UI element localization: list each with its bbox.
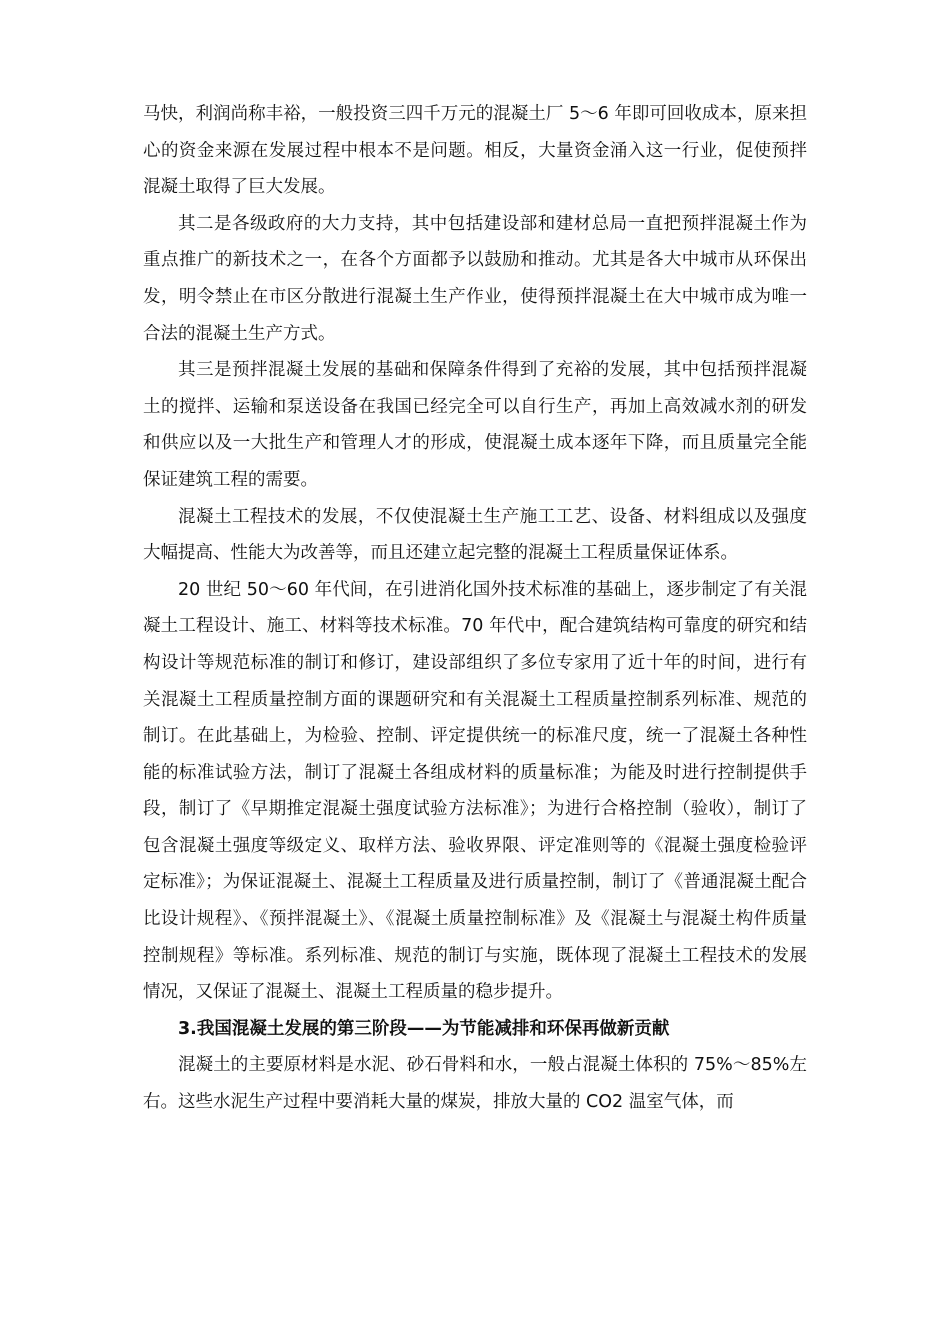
paragraph-standards-history: 20 世纪 50～60 年代间，在引进消化国外技术标准的基础上，逐步制定了有关混凝土工程设计、施工、材料等技术标准。70 年代中，配合建筑结构可靠度的研究和结构设计等规范标准的制订和修订，建设部组织了多位专家用了近十年的时间，进行有关混凝土工程质量控制方面的课题研究和有关混凝土工程质量控制系列标准、规范的制订。在此基础上，为检验、控制、评定提供统一的标准尺度，统一了混凝土各种性能的标准试验方法，制订了混凝土各组成材料的质量标准；为能及时进行控制提供手段，制订了《早期推定混凝土强度试验方法标准》；为进行合格控制（验收），制订了包含混凝土强度等级定义、取样方法、验收界限、评定准则等的《混凝土强度检验评定标准》；为保证混凝土、混凝土工程质量及进行质量控制，制订了《普通混凝土配合比设计规程》、《预拌混凝土》、《混凝土质量控制标准》及《混凝土与混凝土构件质量控制规程》等标准。系列标准、规范的制订与实施，既体现了混凝土工程技术的发展情况，又保证了混凝土、混凝土工程质量的稳步提升。 <box>143 579 807 1003</box>
paragraph-continuation: 马快，利润尚称丰裕，一般投资三四千万元的混凝土厂 5～6 年即可回收成本，原来担心的资金来源在发展过程中根本不是问题。相反，大量资金涌入这一行业，促使预拌混凝土取得了巨大发展。 <box>143 104 807 198</box>
document-body <box>143 96 807 1121</box>
paragraph-tech-development: 混凝土工程技术的发展，不仅使混凝土生产施工工艺、设备、材料组成以及强度大幅提高、性能大为改善等，而且还建立起完整的混凝土工程质量保证体系。 <box>143 506 807 564</box>
paragraph-raw-materials: 混凝土的主要原材料是水泥、砂石骨料和水，一般占混凝土体积的 75%～85%左右。这些水泥生产过程中要消耗大量的煤炭，排放大量的 CO2 温室气体，而 <box>143 1055 807 1113</box>
section-heading: 3.我国混凝土发展的第三阶段——为节能减排和环保再做新贡献 <box>178 1018 670 1039</box>
paragraph-infrastructure: 其三是预拌混凝土发展的基础和保障条件得到了充裕的发展，其中包括预拌混凝土的搅拌、运输和泵送设备在我国已经完全可以自行生产，再加上高效减水剂的研发和供应以及一大批生产和管理人才的形成，使混凝土成本逐年下降，而且质量完全能保证建筑工程的需要。 <box>143 360 807 490</box>
paragraph-government-support: 其二是各级政府的大力支持，其中包括建设部和建材总局一直把预拌混凝土作为重点推广的新技术之一，在各个方面都予以鼓励和推动。尤其是各大中城市从环保出发，明令禁止在市区分散进行混凝土生产作业，使得预拌混凝土在大中城市成为唯一合法的混凝土生产方式。 <box>143 213 807 344</box>
